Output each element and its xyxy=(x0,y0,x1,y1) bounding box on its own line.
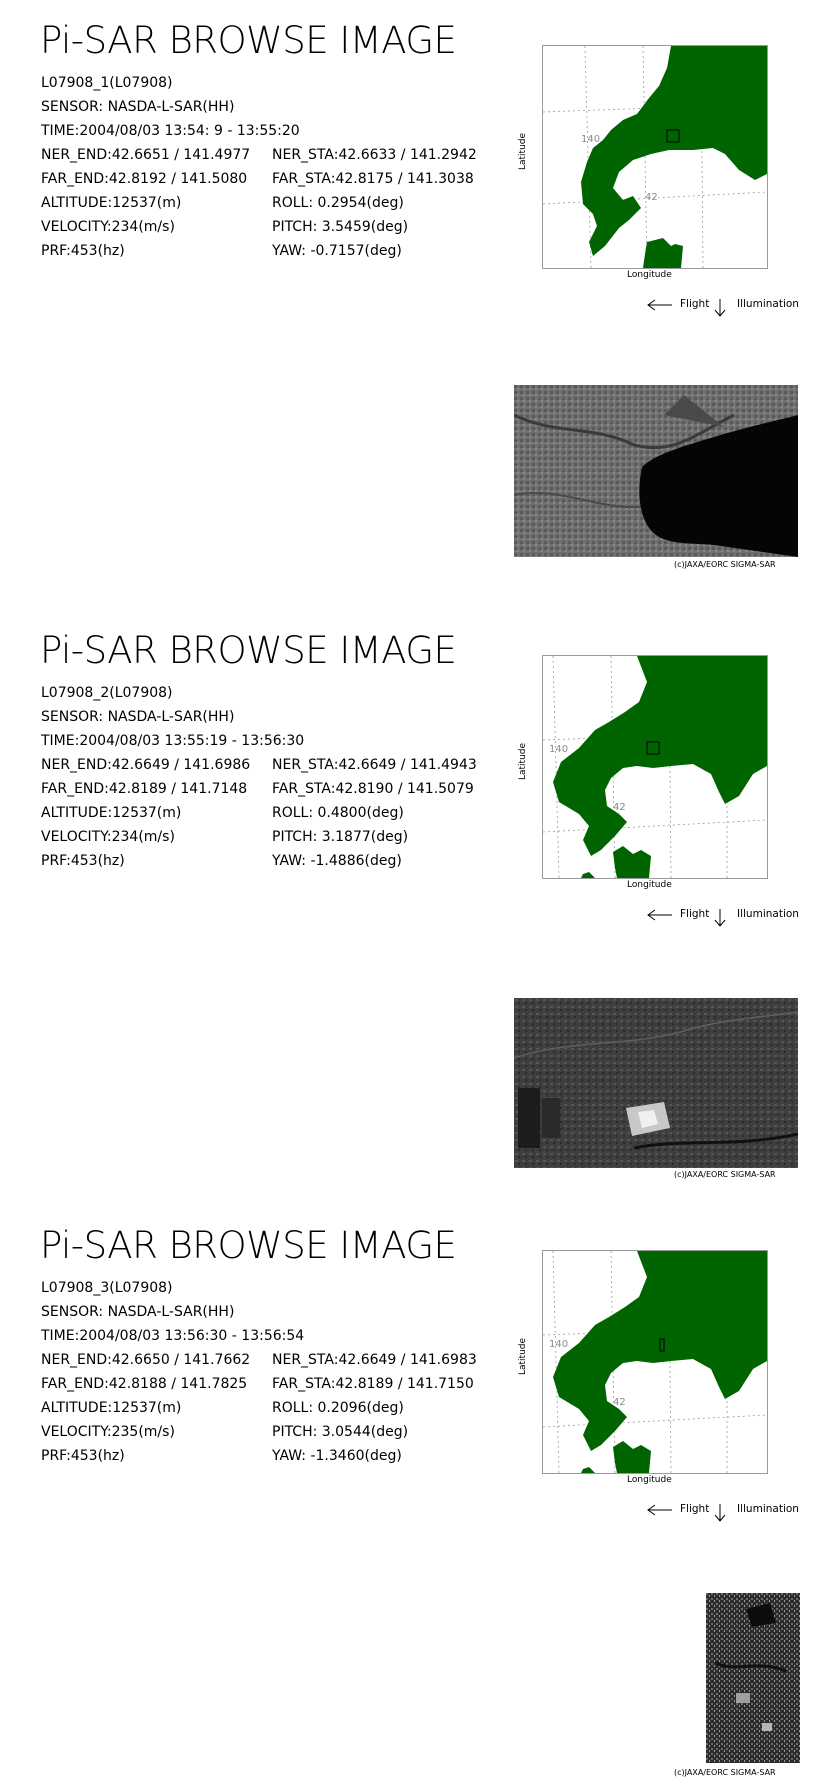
velocity: VELOCITY:234(m/s) xyxy=(41,829,175,845)
latitude-axis-label: Latitude xyxy=(518,132,528,170)
scene-id: L07908_2(L07908) xyxy=(41,685,173,701)
credit-text: (c)JAXA/EORC SIGMA-SAR xyxy=(674,1170,776,1179)
lon-tick-label: 42 xyxy=(613,1397,626,1408)
roll: ROLL: 0.2096(deg) xyxy=(272,1400,404,1416)
illumination-arrow-icon xyxy=(713,908,727,928)
scene-id: L07908_1(L07908) xyxy=(41,75,173,91)
land-mass xyxy=(581,872,595,878)
flight-arrow-icon xyxy=(646,908,674,922)
page-title: Pi-SAR BROWSE IMAGE xyxy=(40,1224,457,1267)
yaw: YAW: -0.7157(deg) xyxy=(272,243,402,259)
altitude: ALTITUDE:12537(m) xyxy=(41,195,182,211)
lat-tick-label: 140 xyxy=(549,744,569,755)
location-map xyxy=(542,1250,768,1474)
far-sta: FAR_STA:42.8190 / 141.5079 xyxy=(272,781,474,797)
land-mass xyxy=(643,238,683,268)
yaw: YAW: -1.3460(deg) xyxy=(272,1448,402,1464)
ner-end: NER_END:42.6650 / 141.7662 xyxy=(41,1352,251,1368)
credit-text: (c)JAXA/EORC SIGMA-SAR xyxy=(674,1768,776,1777)
land-mass xyxy=(581,1467,595,1473)
land-mass xyxy=(613,846,651,878)
far-end: FAR_END:42.8192 / 141.5080 xyxy=(41,171,248,187)
illumination-arrow-icon xyxy=(713,298,727,318)
sar-browse-image xyxy=(706,1593,800,1763)
sensor-info: SENSOR: NASDA-L-SAR(HH) xyxy=(41,1304,235,1320)
velocity: VELOCITY:234(m/s) xyxy=(41,219,175,235)
longitude-axis-label: Longitude xyxy=(627,270,672,280)
browse-record-1 xyxy=(0,0,822,600)
location-map xyxy=(542,655,768,879)
lon-tick-label: 42 xyxy=(645,192,658,203)
far-end: FAR_END:42.8189 / 141.7148 xyxy=(41,781,248,797)
yaw: YAW: -1.4886(deg) xyxy=(272,853,402,869)
land-mass xyxy=(613,1441,651,1473)
longitude-axis-label: Longitude xyxy=(627,1475,672,1485)
altitude: ALTITUDE:12537(m) xyxy=(41,1400,182,1416)
flight-arrow-icon xyxy=(646,1503,674,1517)
flight-legend-label: Flight xyxy=(680,1503,710,1515)
ner-sta: NER_STA:42.6649 / 141.4943 xyxy=(272,757,477,773)
ner-sta: NER_STA:42.6649 / 141.6983 xyxy=(272,1352,477,1368)
illumination-legend-label: Illumination xyxy=(737,908,799,920)
far-sta: FAR_STA:42.8175 / 141.3038 xyxy=(272,171,474,187)
far-sta: FAR_STA:42.8189 / 141.7150 xyxy=(272,1376,474,1392)
roll: ROLL: 0.4800(deg) xyxy=(272,805,404,821)
time-range: TIME:2004/08/03 13:56:30 - 13:56:54 xyxy=(41,1328,305,1344)
pitch: PITCH: 3.0544(deg) xyxy=(272,1424,409,1440)
lat-tick-label: 140 xyxy=(549,1339,569,1350)
page-title: Pi-SAR BROWSE IMAGE xyxy=(40,629,457,672)
sensor-info: SENSOR: NASDA-L-SAR(HH) xyxy=(41,709,235,725)
longitude-axis-label: Longitude xyxy=(627,880,672,890)
lon-tick-label: 42 xyxy=(613,802,626,813)
velocity: VELOCITY:235(m/s) xyxy=(41,1424,175,1440)
land-mass xyxy=(581,46,767,256)
flight-legend-label: Flight xyxy=(680,298,710,310)
far-end: FAR_END:42.8188 / 141.7825 xyxy=(41,1376,248,1392)
flight-legend-label: Flight xyxy=(680,908,710,920)
time-range: TIME:2004/08/03 13:54: 9 - 13:55:20 xyxy=(41,123,300,139)
scene-id: L07908_3(L07908) xyxy=(41,1280,173,1296)
sensor-info: SENSOR: NASDA-L-SAR(HH) xyxy=(41,99,235,115)
pitch: PITCH: 3.5459(deg) xyxy=(272,219,409,235)
roll: ROLL: 0.2954(deg) xyxy=(272,195,404,211)
ner-end: NER_END:42.6651 / 141.4977 xyxy=(41,147,251,163)
pitch: PITCH: 3.1877(deg) xyxy=(272,829,409,845)
credit-text: (c)JAXA/EORC SIGMA-SAR xyxy=(674,560,776,569)
page-title: Pi-SAR BROWSE IMAGE xyxy=(40,19,457,62)
lat-tick-label: 140 xyxy=(581,134,601,145)
altitude: ALTITUDE:12537(m) xyxy=(41,805,182,821)
ner-end: NER_END:42.6649 / 141.6986 xyxy=(41,757,251,773)
browse-record-3 xyxy=(0,1205,822,1785)
latitude-axis-label: Latitude xyxy=(518,1337,528,1375)
location-map xyxy=(542,45,768,269)
prf: PRF:453(hz) xyxy=(41,243,125,259)
prf: PRF:453(hz) xyxy=(41,1448,125,1464)
browse-record-2 xyxy=(0,610,822,1210)
sar-browse-image xyxy=(514,998,798,1168)
illumination-arrow-icon xyxy=(713,1503,727,1523)
time-range: TIME:2004/08/03 13:55:19 - 13:56:30 xyxy=(41,733,305,749)
illumination-legend-label: Illumination xyxy=(737,1503,799,1515)
sar-browse-image xyxy=(514,385,798,557)
land-mass xyxy=(553,656,767,856)
illumination-legend-label: Illumination xyxy=(737,298,799,310)
latitude-axis-label: Latitude xyxy=(518,742,528,780)
flight-arrow-icon xyxy=(646,298,674,312)
prf: PRF:453(hz) xyxy=(41,853,125,869)
ner-sta: NER_STA:42.6633 / 141.2942 xyxy=(272,147,477,163)
